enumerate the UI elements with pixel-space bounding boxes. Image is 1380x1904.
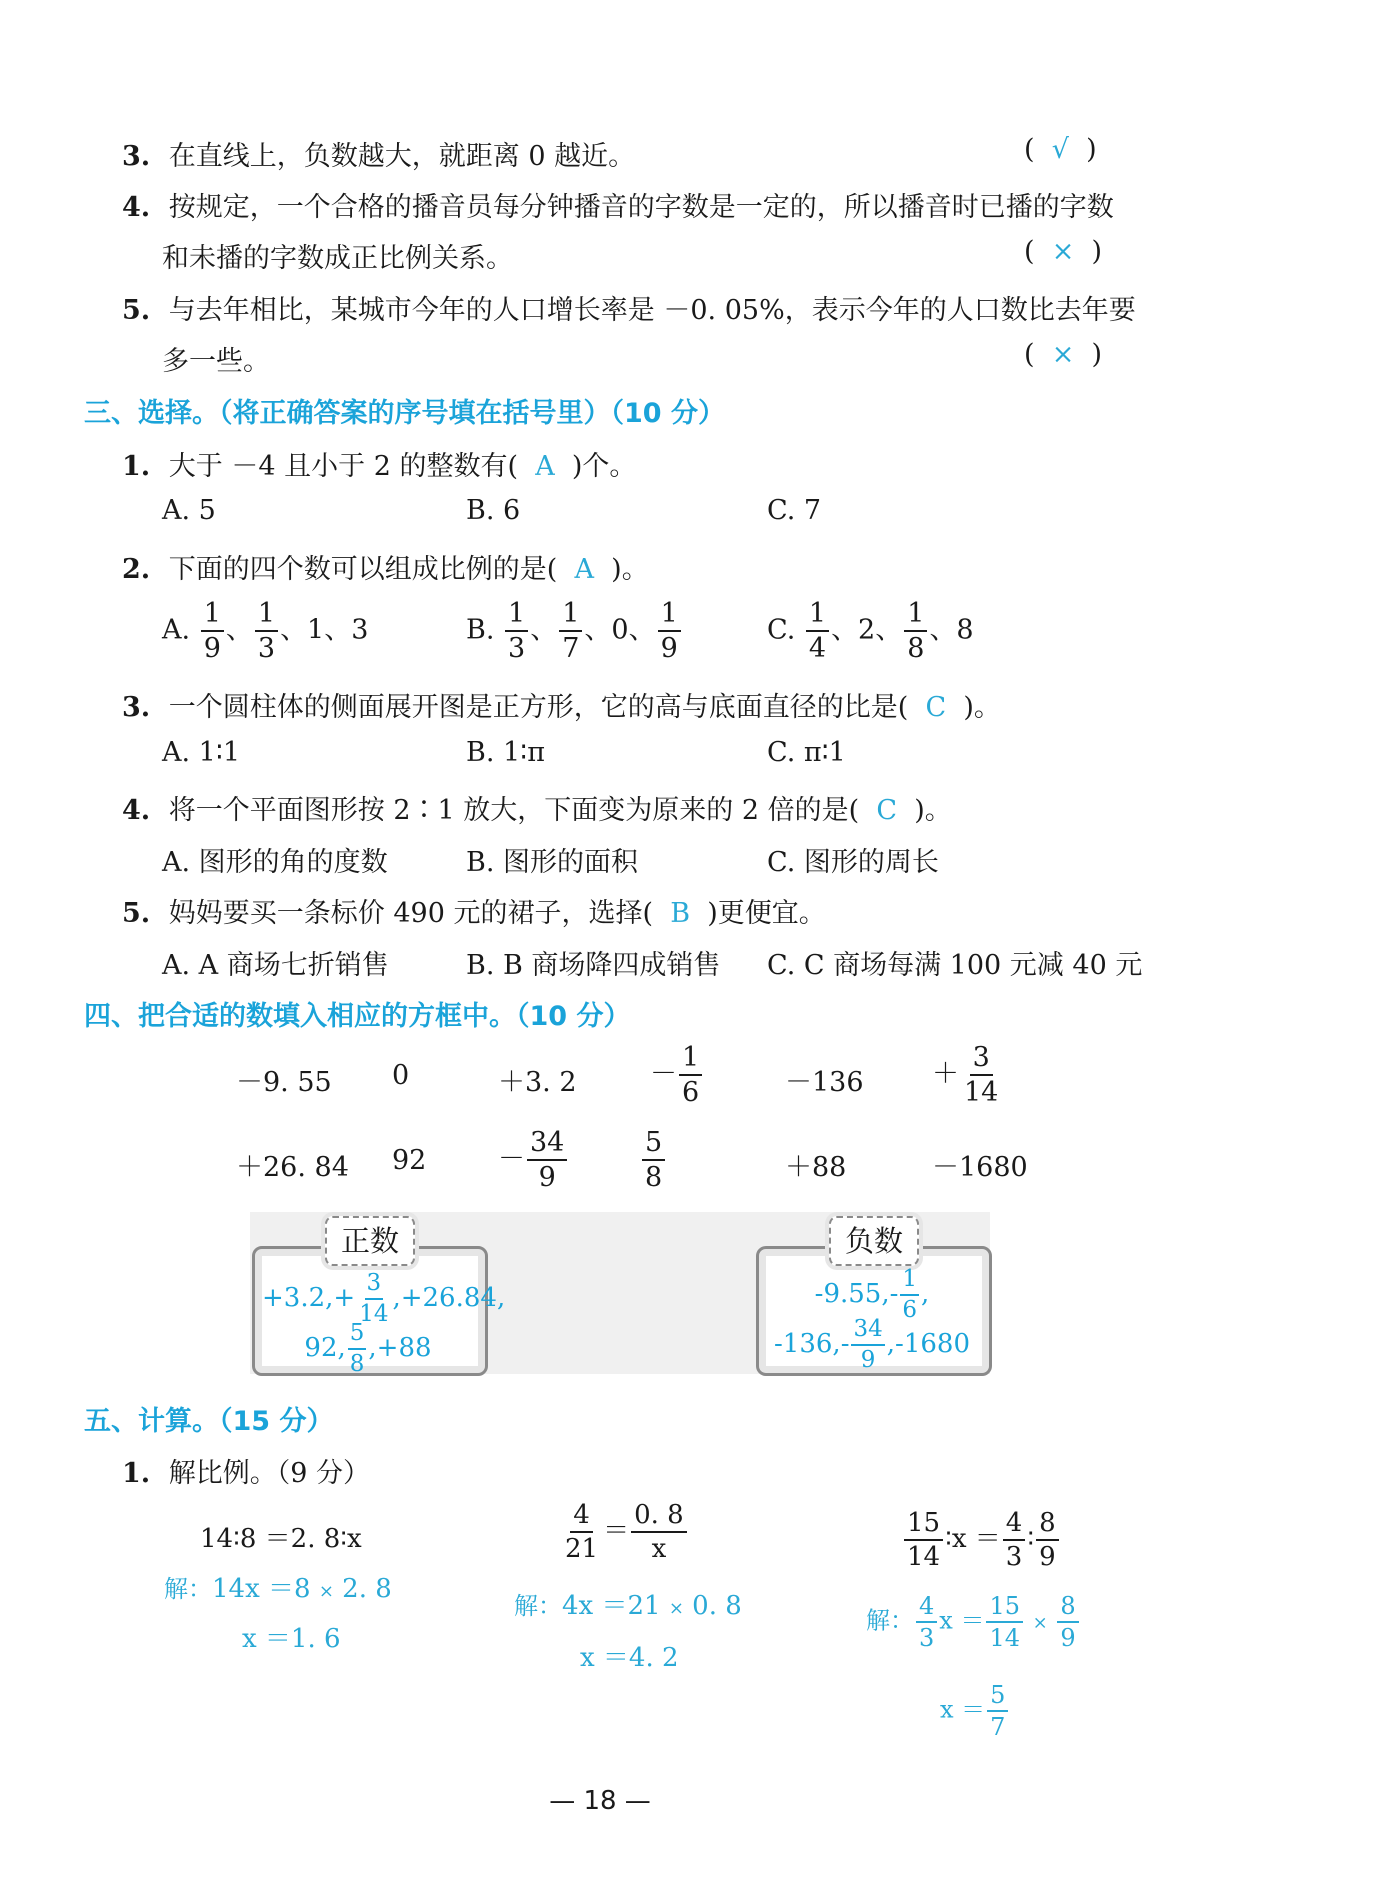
step-text: x ＝	[939, 1606, 985, 1635]
frac-num: 8	[1036, 1510, 1059, 1541]
s3-q5-option-c: C. C 商场每满 100 元减 40 元	[767, 950, 1143, 981]
problem3-step2	[940, 1683, 1010, 1739]
tf-q5-line2: 多一些。	[162, 346, 270, 377]
frac-num: 8	[1057, 1594, 1078, 1623]
number-n955: －9. 55	[236, 1067, 332, 1098]
frac-num: 15	[986, 1594, 1023, 1623]
step-text: 14x ＝8	[212, 1574, 319, 1604]
tf-q4-line2: 和未播的字数成正比例关系。	[162, 243, 513, 274]
frac-den: 9	[538, 1162, 556, 1193]
pos-ans-text: ,+88	[368, 1333, 432, 1363]
s3-q4-post: )。	[914, 795, 952, 826]
frac-den: 3	[257, 633, 276, 664]
tf-q3-num: 3.	[122, 141, 151, 172]
problem1-equation: 14∶8 ＝2. 8∶x	[200, 1524, 362, 1554]
s3-q5-option-a: A. A 商场七折销售	[162, 950, 389, 981]
s3-q4-option-b: B. 图形的面积	[466, 847, 639, 878]
frac-num: 15	[904, 1510, 943, 1541]
step-text: 0. 8	[683, 1591, 742, 1621]
problem2-step1	[514, 1585, 742, 1622]
s3-q1-num: 1.	[122, 451, 151, 482]
step-text: 2. 8	[333, 1574, 392, 1604]
s3-q3-option-a: A. 1∶1	[162, 737, 241, 768]
frac-den: 7	[562, 633, 580, 664]
number-0: 0	[392, 1060, 410, 1091]
s3-q2-option-a: A. $\frac{1}{9}$ 、 $\frac{1}{3}$ 、1、3	[162, 598, 369, 664]
tf-q4-answer-paren: ( × )	[1024, 236, 1103, 267]
frac-num: 3	[365, 1272, 384, 1300]
s3-q5-post: )更便宜。	[707, 898, 826, 929]
section4-title: 四、把合适的数填入相应的方框中。（10 分）	[84, 1001, 631, 1032]
s3-q5-option-b: B. B 商场降四成销售	[466, 950, 721, 981]
sign: －	[498, 1143, 525, 1175]
tf-q3	[122, 134, 635, 173]
tf-q5-num: 5.	[122, 295, 151, 326]
equals: ＝	[603, 1516, 630, 1546]
s3-q2-answer: A	[574, 554, 594, 585]
tf-q4-num: 4.	[122, 192, 151, 223]
s3-q3-option-c: C. π∶1	[767, 737, 846, 768]
eq-mid: ∶x ＝	[945, 1524, 1001, 1554]
s5-sub1	[122, 1451, 370, 1490]
frac-num: 4	[570, 1502, 593, 1533]
section5-title: 五、计算。（15 分）	[84, 1406, 334, 1437]
s5-sub1-num: 1.	[122, 1458, 151, 1489]
frac-den: 3	[1005, 1542, 1023, 1572]
s3-q1-option-b: B. 6	[466, 495, 521, 526]
times-sign: ×	[1032, 1612, 1048, 1634]
neg-ans-text: ,-1680	[886, 1329, 970, 1359]
frac-num: 1	[679, 1044, 702, 1076]
option-c-mid: 、2、	[831, 614, 903, 646]
s3-q4-pre: 将一个平面图形按 2∶1 放大，下面变为原来的 2 倍的是(	[168, 795, 860, 826]
number-p3over14	[932, 1044, 1003, 1106]
frac-num: 3	[970, 1044, 993, 1076]
jie-label: 解：	[514, 1592, 562, 1620]
tf-q5-answer-paren: ( × )	[1024, 339, 1103, 370]
tf-q4-line1: 按规定，一个合格的播音员每分钟播音的字数是一定的，所以播音时已播的字数	[168, 192, 1114, 223]
jie-label: 解：	[164, 1575, 212, 1603]
frac-den: 21	[565, 1534, 599, 1564]
tf-q3-text: 在直线上，负数越大，就距离 0 越近。	[168, 141, 636, 172]
frac-num: 1	[505, 600, 528, 632]
frac-den: 14	[964, 1077, 999, 1108]
number-92: 92	[392, 1145, 427, 1176]
s5-sub1-text: 解比例。（9 分）	[168, 1458, 371, 1489]
negative-answer	[766, 1268, 978, 1372]
neg-ans-text: ,	[921, 1279, 930, 1309]
number-p2684: ＋26. 84	[236, 1152, 349, 1183]
problem2-step2: x ＝4. 2	[580, 1643, 679, 1673]
frac-num: 1	[904, 600, 927, 632]
s3-q5-num: 5.	[122, 898, 151, 929]
problem3-equation	[902, 1510, 1061, 1570]
frac-num: 1	[658, 600, 681, 632]
number-p88: ＋88	[785, 1152, 847, 1183]
s3-q4-option-a: A. 图形的角的度数	[162, 847, 388, 878]
s3-q1-pre: 大于 －4 且小于 2 的整数有(	[168, 451, 519, 482]
s3-q4-num: 4.	[122, 795, 151, 826]
s3-q4	[122, 788, 952, 827]
frac-num: 5	[348, 1322, 367, 1350]
s3-q3-pre: 一个圆柱体的侧面展开图是正方形，它的高与底面直径的比是(	[168, 692, 909, 723]
s3-q1-option-c: C. 7	[767, 495, 822, 526]
frac-den: 9	[203, 633, 221, 664]
frac-den: x	[651, 1534, 667, 1564]
frac-num: 4	[1003, 1510, 1026, 1541]
s3-q1	[122, 444, 636, 483]
frac-den: 9	[660, 633, 678, 664]
colon: ∶	[1027, 1524, 1035, 1554]
frac-den: 9	[1060, 1624, 1076, 1652]
s3-q2-option-b: B. $\frac{1}{3}$ 、 $\frac{1}{7}$ 、0、 $\frac{1}{9}$	[466, 600, 683, 662]
frac-num: 34	[527, 1129, 567, 1161]
problem1-step1	[164, 1568, 392, 1605]
tf-q3-answer: √	[1051, 134, 1069, 165]
frac-den: 8	[907, 633, 925, 664]
pos-ans-text: +3.2,+	[262, 1283, 356, 1313]
section3-title: 三、选择。（将正确答案的序号填在括号里）（10 分）	[84, 398, 725, 429]
frac-num: 5	[987, 1683, 1008, 1712]
option-c-label: C.	[767, 614, 796, 646]
frac-den: 6	[902, 1297, 918, 1323]
frac-num: 1	[201, 600, 224, 632]
tf-q5-answer: ×	[1051, 339, 1075, 370]
sign: ＋	[932, 1058, 959, 1090]
s3-q4-answer: C	[876, 795, 898, 826]
frac-den: 3	[919, 1624, 935, 1652]
s3-q2-pre: 下面的四个数可以组成比例的是(	[168, 554, 558, 585]
times-sign: ×	[318, 1581, 334, 1602]
s3-q4-option-c: C. 图形的周长	[767, 847, 939, 878]
tf-q5-line1: 与去年相比，某城市今年的人口增长率是 －0. 05%，表示今年的人口数比去年要	[168, 295, 1136, 326]
frac-num: 1	[559, 600, 582, 632]
frac-den: 9	[1039, 1542, 1056, 1572]
number-n1over6	[650, 1044, 704, 1106]
s3-q2-num: 2.	[122, 554, 151, 585]
frac-num: 1	[900, 1268, 919, 1296]
neg-ans-text: -136,-	[774, 1329, 850, 1359]
problem3-step1	[866, 1594, 1081, 1650]
problem2-equation	[560, 1502, 689, 1562]
frac-den: 8	[349, 1351, 365, 1377]
option-a-label: A.	[162, 614, 191, 646]
frac-den: 14	[907, 1542, 941, 1572]
number-n34over9	[498, 1129, 569, 1191]
frac-num: 5	[642, 1129, 665, 1161]
tf-q5	[122, 288, 1136, 327]
s3-q2	[122, 547, 649, 586]
s3-q1-option-a: A. 5	[162, 495, 216, 526]
frac-num: 1	[806, 600, 829, 632]
pos-ans-text: ,+26.84,	[392, 1283, 506, 1313]
sign: －	[650, 1058, 677, 1090]
frac-den: 7	[990, 1713, 1006, 1741]
s3-q5-pre: 妈妈要买一条标价 490 元的裙子，选择(	[168, 898, 654, 929]
frac-den: 14	[989, 1624, 1020, 1652]
option-a-rest: 、1、3	[280, 614, 369, 646]
s3-q3-post: )。	[963, 692, 1001, 723]
s3-q3-num: 3.	[122, 692, 151, 723]
step-text: 4x ＝21	[562, 1591, 669, 1621]
option-b-rest: 、0、	[584, 614, 656, 646]
s3-q3-option-b: B. 1∶π	[466, 737, 545, 768]
step-text: x ＝	[940, 1695, 986, 1724]
frac-den: 8	[645, 1162, 663, 1193]
option-b-label: B.	[466, 614, 495, 646]
tf-q3-answer-paren: ( √ )	[1024, 134, 1097, 165]
number-n136: －136	[785, 1067, 864, 1098]
option-c-rest: 、8	[929, 614, 974, 646]
neg-ans-text: -9.55,-	[814, 1279, 899, 1309]
pos-ans-text: 92,	[304, 1333, 346, 1363]
s3-q5	[122, 891, 826, 930]
frac-num: 0. 8	[631, 1502, 687, 1533]
frac-num: 34	[851, 1318, 884, 1346]
s3-q2-option-c	[767, 600, 974, 662]
s3-q3	[122, 685, 1001, 724]
jie-label: 解：	[866, 1606, 914, 1635]
negative-label: 负数	[829, 1216, 919, 1266]
number-n1680: －1680	[932, 1152, 1028, 1183]
positive-answer	[262, 1270, 506, 1377]
frac-den: 3	[508, 633, 526, 664]
frac-den: 6	[682, 1077, 700, 1108]
page-number: — 18 —	[549, 1786, 651, 1816]
s3-q1-answer: A	[535, 451, 555, 482]
s3-q5-answer: B	[670, 898, 691, 929]
frac-num: 1	[255, 600, 278, 632]
frac-den: 4	[808, 633, 827, 664]
s3-q3-answer: C	[925, 692, 947, 723]
number-5over8	[640, 1129, 667, 1191]
problem1-step2: x ＝1. 6	[242, 1624, 341, 1654]
times-sign: ×	[668, 1598, 684, 1619]
s3-q2-post: )。	[611, 554, 649, 585]
frac-num: 4	[916, 1594, 937, 1623]
number-p32: ＋3. 2	[498, 1067, 577, 1098]
frac-den: 14	[359, 1301, 389, 1327]
tf-q4-answer: ×	[1051, 236, 1075, 267]
tf-q4	[122, 185, 1114, 224]
positive-label: 正数	[325, 1216, 415, 1266]
frac-den: 9	[860, 1347, 876, 1373]
s3-q1-post: )个。	[571, 451, 637, 482]
